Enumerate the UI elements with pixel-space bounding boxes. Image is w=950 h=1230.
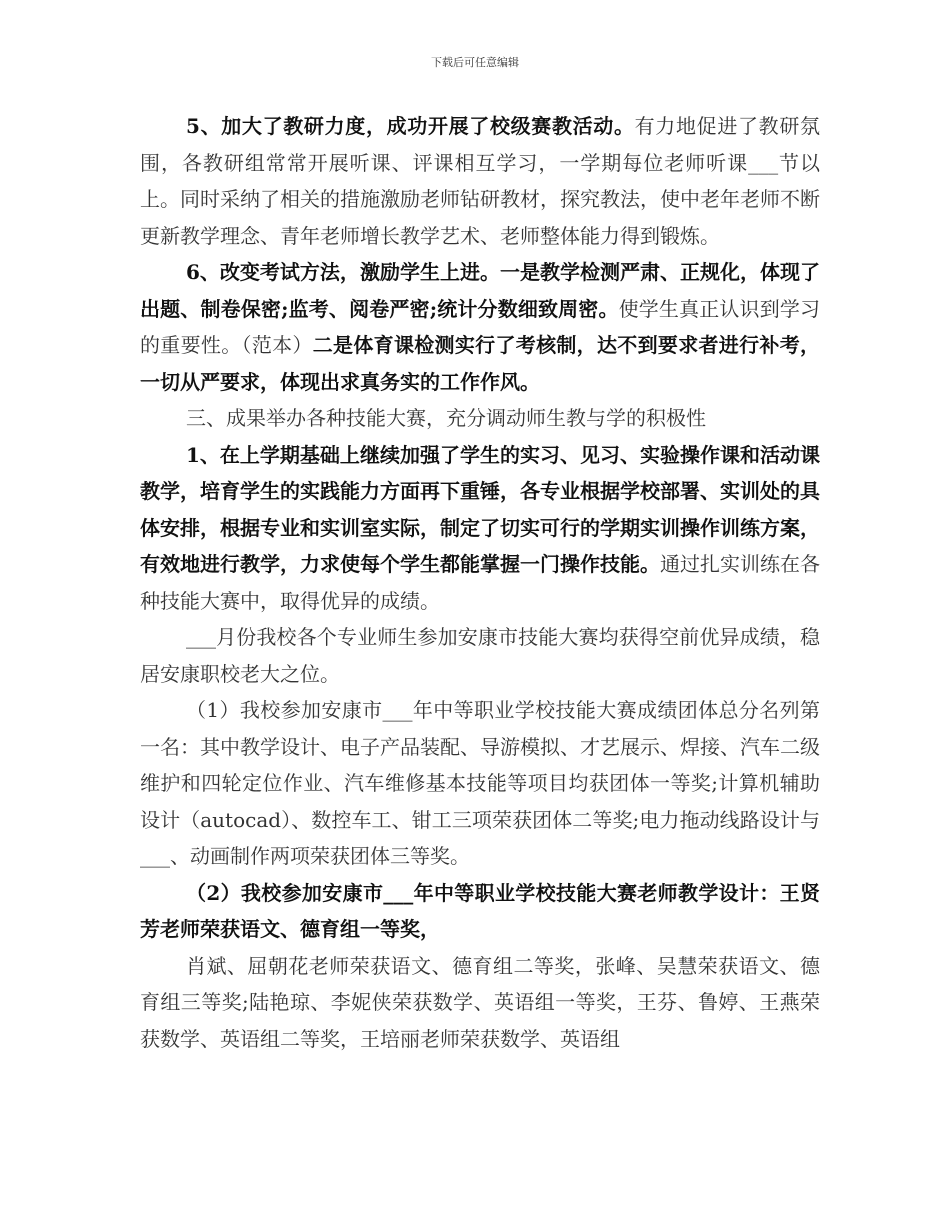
paragraph-5-body: 有力地促进了教研氛围，各教研组常常开展听课、评课相互学习，一学期每位老师听课___节以上。同时采纳了相关的措施激励老师钻研教材，探究教法，使中老年老师不断更新教学理念、青年老师增长教学艺术、老师整体能力得到锻炼。	[140, 114, 820, 248]
paragraph-1-body: 通过扎实训练在各种技能大赛中，取得优异的成绩。	[140, 552, 820, 613]
document-body	[140, 108, 820, 1057]
paragraph-6	[140, 254, 820, 400]
paragraph-month: ___月份我校各个专业师生参加安康市技能大赛均获得空前优异成绩，稳居安康职校老大之位。	[140, 625, 820, 686]
section-heading-3: 三、成果举办各种技能大赛，充分调动师生教与学的积极性	[186, 406, 706, 430]
page-header: 下载后可任意编辑	[431, 56, 519, 69]
paragraph-6-body: 使学生真正认识到学习的重要性。（范本）	[140, 296, 821, 357]
paragraph-item-2: （2）我校参加安康市___年中等职业学校技能大赛老师教学设计：王贤芳老师荣获语文、德育组一等奖，	[140, 880, 820, 941]
paragraph-1	[140, 437, 820, 620]
paragraph-awards: 肖斌、屈朝花老师荣获语文、德育组二等奖，张峰、吴慧荣获语文、德育组三等奖;陆艳琼、李妮侠荣获数学、英语组一等奖，王芬、鲁婷、王燕荣获数学、英语组二等奖，王培丽老师荣获数学、英语组	[140, 953, 820, 1051]
paragraph-6-bold-tail: 二是体育课检测实行了考核制，达不到要求者进行补考，一切从严要求，体现出求真务实的工作作风。	[140, 333, 821, 394]
paragraph-1-heading: 1、在上学期基础上继续加强了学生的实习、见习、实验操作课和活动课教学，培育学生的实践能力方面再下重锤，各专业根据学校部署、实训处的具体安排，根据专业和实训室实际，制定了切实可行的学期实训操作训练方案，有效地进行教学，力求使每个学生都能掌握一门操作技能。	[140, 442, 820, 576]
paragraph-item-1: （1）我校参加安康市___年中等职业学校技能大赛成绩团体总分名列第一名：其中教学设计、电子产品装配、导游模拟、才艺展示、焊接、汽车二级维护和四轮定位作业、汽车维修基本技能等项目均获团体一等奖;计算机辅助设计（autocad）、数控车工、钳工三项荣获团体二等奖;电力拖动线路设计与___、动画制作两项荣获团体三等奖。	[140, 698, 820, 868]
paragraph-5-heading: 5、加大了教研力度，成功开展了校级赛教活动。	[186, 114, 635, 138]
paragraph-6-heading: 6、改变考试方法，激励学生上进。一是教学检测严肃、正规化，体现了出题、制卷保密;监考、阅卷严密;统计分数细致周密。	[140, 260, 820, 321]
paragraph-5	[140, 108, 820, 254]
